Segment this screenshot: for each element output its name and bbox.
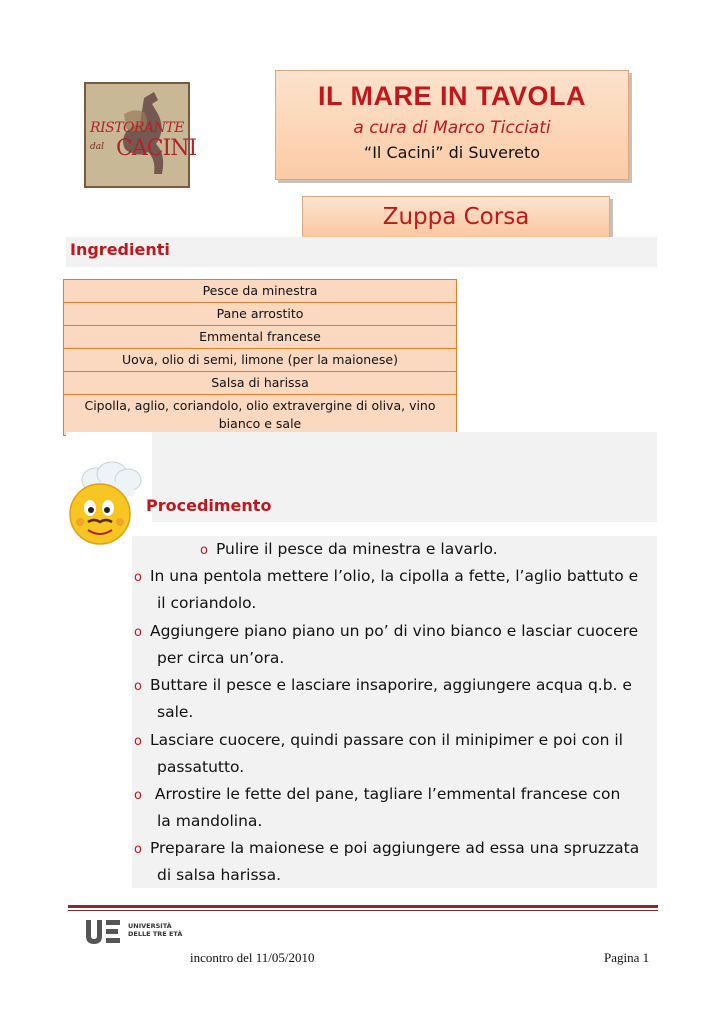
footer-date: incontro del 11/05/2010 (190, 950, 315, 965)
list-item (134, 563, 638, 591)
list-item (200, 536, 498, 564)
ingredient-cell: Pesce da minestra (64, 280, 457, 303)
ingredient-cell: Salsa di harissa (64, 372, 457, 395)
list-item (134, 727, 623, 755)
bullet-icon: o (134, 625, 142, 640)
curator-line: a cura di Marco Ticciati (353, 118, 551, 138)
bullet-icon: o (134, 788, 142, 803)
bullet-icon: o (200, 543, 208, 558)
recipe-title-box (302, 196, 610, 238)
ingredients-table (63, 279, 457, 436)
step-text: Pulire il pesce da minestra e lavarlo. (215, 540, 498, 558)
step-text: Aggiungere piano piano un po’ di vino bianco e lasciar cuocere (149, 622, 639, 640)
ute-logo-icon (84, 918, 124, 946)
ute-line1: UNIVERSITÀ (128, 922, 172, 930)
page-number: Pagina 1 (604, 950, 650, 965)
table-row (64, 372, 457, 395)
restaurant-logo (84, 82, 197, 188)
logo-text-cacini: CACINI (116, 136, 197, 161)
ingredient-cell: Pane arrostito (64, 303, 457, 326)
step-text: Arrostire le fette del pane, tagliare l’emmental francese con (149, 785, 621, 803)
ingredient-cell: Cipolla, aglio, coriandolo, olio extravergine di oliva, vino bianco e sale (64, 395, 457, 436)
restaurant-subtitle: “Il Cacini” di Suvereto (363, 143, 541, 162)
logo-text-dal: dal (90, 142, 105, 152)
step-text: Buttare il pesce e lasciare insaporire, aggiungere acqua q.b. e (149, 676, 632, 694)
procedure-heading: Procedimento (146, 496, 272, 515)
bullet-icon: o (134, 679, 142, 694)
step-text: In una pentola mettere l’olio, la cipolla a fette, l’aglio battuto e (149, 567, 639, 585)
step-text-cont: passatutto. (157, 758, 245, 776)
step-text-cont: di salsa harissa. (157, 866, 282, 884)
page-title: IL MARE IN TAVOLA (318, 81, 586, 111)
step-text: Lasciare cuocere, quindi passare con il minipimer e poi con il (149, 731, 623, 749)
ingredient-cell: Emmental francese (64, 326, 457, 349)
step-text-cont: sale. (157, 703, 194, 721)
table-row (64, 303, 457, 326)
step-text-cont: il coriandolo. (157, 594, 257, 612)
table-row (64, 280, 457, 303)
step-text-cont: la mandolina. (157, 812, 263, 830)
table-row (64, 349, 457, 372)
logo-text-ristorante: RISTORANTE (90, 120, 184, 136)
table-row (64, 326, 457, 349)
bullet-icon: o (134, 734, 142, 749)
bullet-icon: o (134, 842, 142, 857)
list-item (134, 618, 638, 646)
recipe-title: Zuppa Corsa (382, 204, 530, 230)
step-text-cont: per circa un’ora. (157, 649, 285, 667)
footer-divider-thin (68, 910, 658, 911)
step-text: Preparare la maionese e poi aggiungere ad essa una spruzzata (149, 839, 640, 857)
table-row (64, 395, 457, 436)
ute-logo-text (128, 922, 182, 938)
header-box (275, 70, 629, 180)
ingredient-cell: Uova, olio di semi, limone (per la maionese) (64, 349, 457, 372)
ingredients-heading: Ingredienti (70, 240, 170, 259)
ute-line2: DELLE TRE ETÀ (128, 930, 183, 938)
bullet-icon: o (134, 570, 142, 585)
list-item (134, 781, 620, 809)
footer-divider (68, 905, 658, 908)
list-item (134, 835, 639, 863)
list-item (134, 672, 632, 700)
